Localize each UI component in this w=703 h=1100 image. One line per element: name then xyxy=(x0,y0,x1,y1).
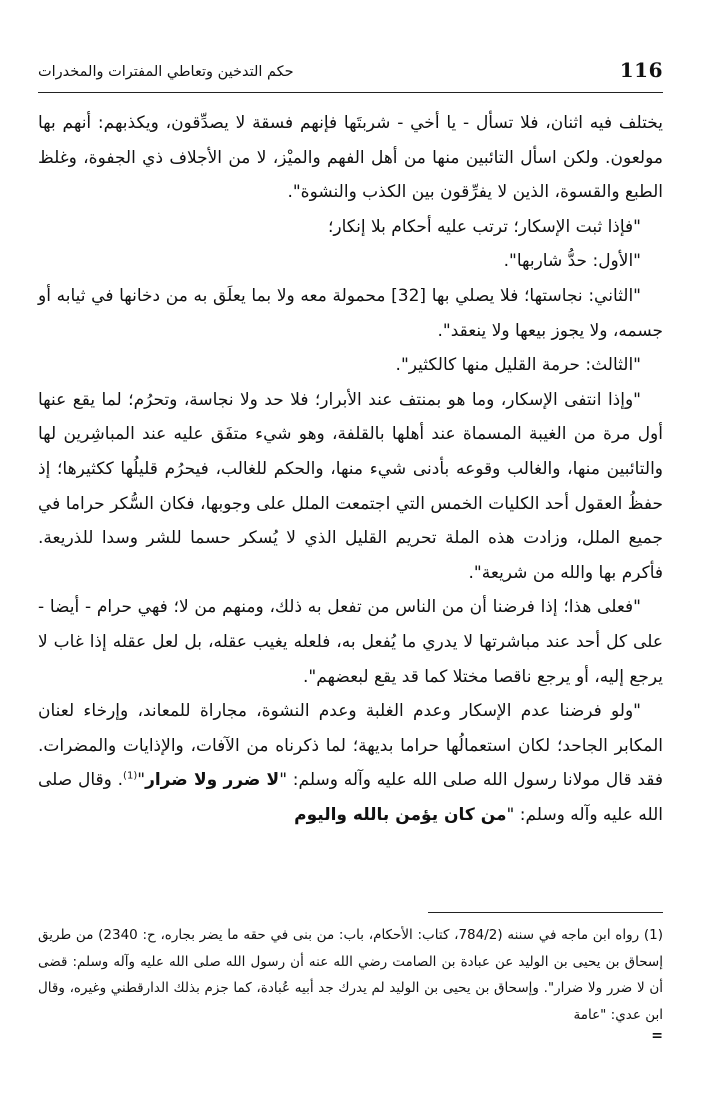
paragraph: "فإذا ثبت الإسكار؛ ترتب عليه أحكام بلا إنكار؛ xyxy=(327,216,641,237)
paragraph: "فعلى هذا؛ إذا فرضنا أن من الناس من تفعل به ذلك، ومنهم من لا؛ فهي حرام - أيضا - على كل أحد عند مباشرتها لا يدري ما يُفعل به، فلعله يغيب عقله، بل لعل عقله إذا غاب لا يرجع إليه، أو يرجع ناقصا مختلا كما قد يقع لبعضهم". xyxy=(38,597,663,687)
hadith-quote: لا ضرر ولا ضرار xyxy=(145,770,280,791)
paragraph-text: . وقال صلى الله عليه وآله وسلم: " xyxy=(38,770,663,825)
header-rule xyxy=(38,92,663,93)
paragraph: "وإذا انتفى الإسكار، وما هو بمنتف عند الأبرار؛ فلا حد ولا نجاسة، وتحرُم؛ لما يقع عنها أول مرة من الغيبة المسماة عند أهلها بالقلفة، وهو شيء متفَق عليه عند المباشِرين لها والتائبين منها، والغالب وقوعه بأدنى شيء منها، والحكم للغالب، فيحرُم قليلُها ككثيرها؛ إذ حفظُ العقول أحد الكليات الخمس التي اجتمعت الملل على وجوبها، فكان السُّكر حراما في جميع الملل، وزادت هذه الملة تحريم القليل الذي لا يُسكر حسما للشر وسدا للذريعة. فأكرم بها والله من شريعة". xyxy=(38,389,663,583)
paragraph-text: "ولو فرضنا عدم الإسكار وعدم الغلبة وعدم النشوة، مجاراة للمعاند، وإرخاء لعنان المكابر الجاحد؛ لكان استعمالُها حراما بديهة؛ لما ذكرناه من الآفات، والإذايات والمضرات. فقد قال مولانا رسول الله صلى الله عليه وآله وسلم: " xyxy=(38,701,664,791)
paragraph: "الثالث: حرمة القليل منها كالكثير". xyxy=(395,355,641,376)
footnote-rule xyxy=(428,912,663,913)
paragraph xyxy=(38,694,663,832)
hadith-quote: من كان يؤمن بالله واليوم xyxy=(294,804,507,825)
footnote-reference[interactable]: (1) xyxy=(123,770,138,782)
quote-mark: " xyxy=(137,770,146,791)
main-text xyxy=(38,106,663,832)
page-number: 116 xyxy=(619,58,663,82)
page-header xyxy=(38,58,663,94)
running-title: حكم التدخين وتعاطي المفترات والمخدرات xyxy=(38,64,294,80)
footnote: (1) رواه ابن ماجه في سننه (784/2، كتاب: الأحكام، باب: من بنى في حقه ما يضر بجاره، ح: 2340) من طريق إسحاق بن يحيى بن الوليد عن عبادة بن الصامت رضي الله عنه أن رسول الله صلى الله عليه وآله وسلم: قضى أن لا ضرر ولا ضرار". وإسحاق بن يحيى بن الوليد لم يدرك جد أبيه عُبادة، كما جزم بذلك الدارقطني وغيره، وقال ابن عدي: "عامة xyxy=(38,927,663,1023)
paragraph: يختلف فيه اثنان، فلا تسأل - يا أخي - شربتَها فإنهم فسقة لا يصدِّقون، ويكذبهم: أنهم بها مولعون. ولكن اسأل التائبين منها من أهل الفهم والميْز، لا من الأجلاف ذي الجفوة، وغلظ الطبع والقسوة، الذين لا يفرِّقون بين الكذب والنشوة". xyxy=(38,113,663,203)
footnote-continuation-mark: = xyxy=(651,1028,663,1044)
paragraph: "الأول: حدُّ شاربها". xyxy=(503,251,641,272)
paragraph: "الثاني: نجاستها؛ فلا يصلي بها [32] محمولة معه ولا بما يعلَق به من دخانها في ثيابه أو جسمه، ولا يجوز بيعها ولا ينعقد". xyxy=(38,285,663,341)
footnotes xyxy=(38,922,663,1044)
